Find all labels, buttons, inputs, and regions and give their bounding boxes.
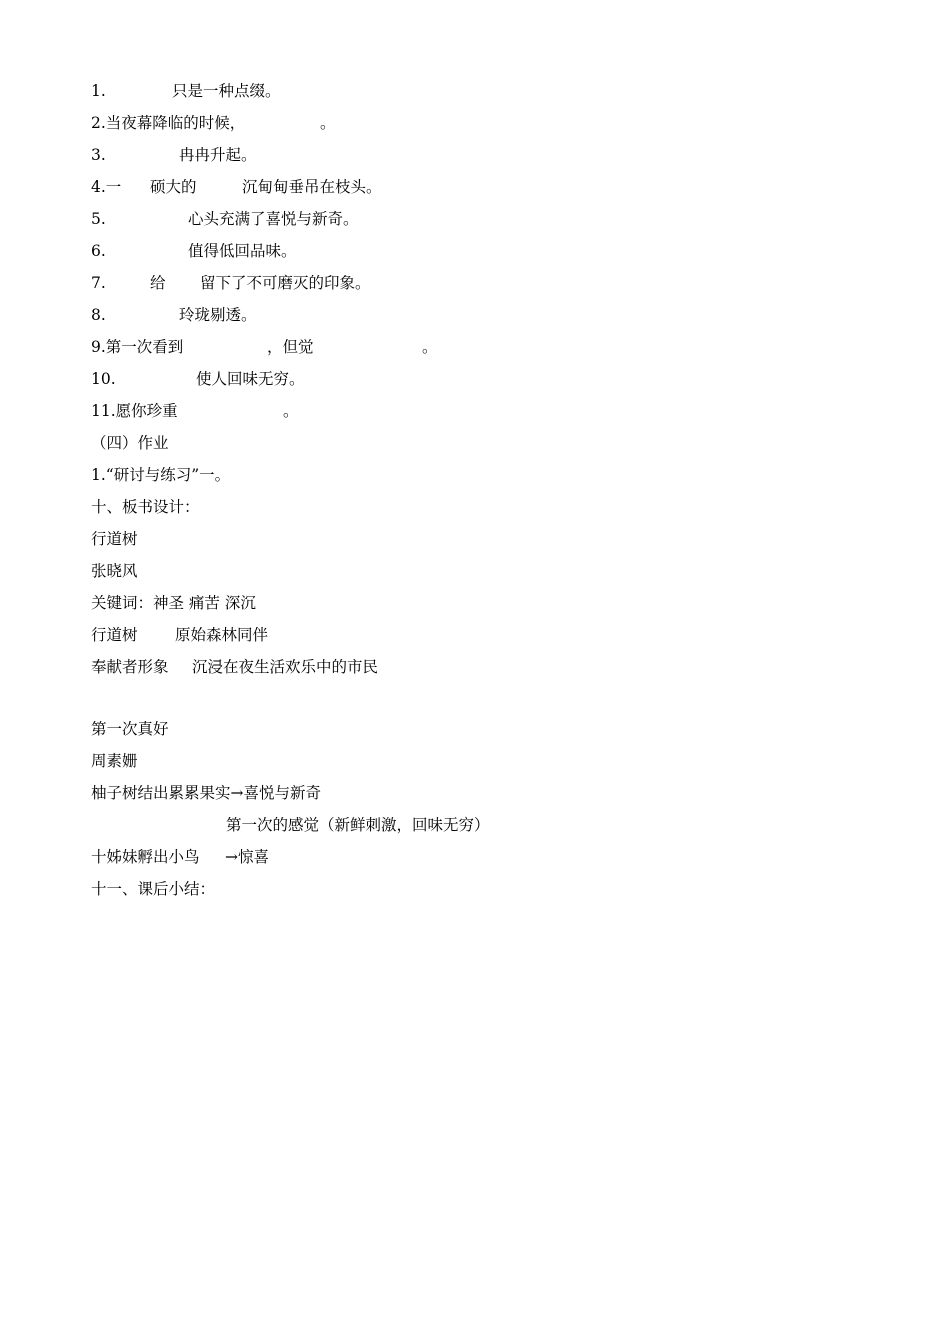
exercise-text: 冉冉升起。 <box>179 146 257 164</box>
exercise-text: 值得低回品味。 <box>188 242 297 260</box>
board-center-note: 第一次的感觉（新鲜刺激，回味无穷） <box>226 816 490 834</box>
lesson-author: 张晓风 <box>91 562 138 580</box>
exercise-text: 只是一种点缀。 <box>172 82 281 100</box>
homework-heading: （四）作业 <box>91 434 169 452</box>
exercise-text: 硕大的 <box>150 178 197 196</box>
exercise-end-mark: 。 <box>422 338 438 356</box>
lesson-title: 第一次真好 <box>91 720 169 738</box>
exercise-end-mark: 。 <box>283 402 299 420</box>
summary-heading: 十一、课后小结： <box>91 880 216 898</box>
exercise-text: 11.愿你珍重 <box>91 402 178 420</box>
board-row-right: 沉浸在夜生活欢乐中的市民 <box>192 658 379 676</box>
board-row-right: →惊喜 <box>225 848 269 866</box>
exercise-text: 留下了不可磨灭的印象。 <box>200 274 371 292</box>
homework-item: 1.“研讨与练习”一。 <box>91 466 231 484</box>
exercise-text: 玲珑剔透。 <box>179 306 257 324</box>
lesson-keywords: 关键词：神圣 痛苦 深沉 <box>91 594 256 612</box>
exercise-text: 沉甸甸垂吊在枝头。 <box>242 178 382 196</box>
exercise-text: 4.一 <box>91 178 122 196</box>
board-design-heading: 十、板书设计： <box>91 498 200 516</box>
exercise-number: 10. <box>91 370 116 388</box>
board-row-left: 行道树 <box>91 626 138 644</box>
exercise-number: 8. <box>91 306 106 324</box>
exercise-text: 9.第一次看到 <box>91 338 184 356</box>
board-row-right: 原始森林同伴 <box>175 626 269 644</box>
exercise-number: 3. <box>91 146 106 164</box>
exercise-number: 7. <box>91 274 106 292</box>
exercise-text: 使人回味无穷。 <box>196 370 305 388</box>
board-row: 柚子树结出累累果实→喜悦与新奇 <box>91 784 321 802</box>
exercise-text: 给 <box>150 274 166 292</box>
exercise-number: 6. <box>91 242 106 260</box>
board-row-left: 奉献者形象 <box>91 658 169 676</box>
exercise-text: 2.当夜幕降临的时候， <box>91 114 246 132</box>
exercise-number: 1. <box>91 82 106 100</box>
lesson-author: 周素姗 <box>91 752 138 770</box>
board-row-left: 十姊妹孵出小鸟 <box>91 848 200 866</box>
exercise-end-mark: 。 <box>320 114 336 132</box>
exercise-number: 5. <box>91 210 106 228</box>
exercise-text: 心头充满了喜悦与新奇。 <box>188 210 359 228</box>
lesson-title: 行道树 <box>91 530 138 548</box>
exercise-text: ，但觉 <box>267 338 314 356</box>
